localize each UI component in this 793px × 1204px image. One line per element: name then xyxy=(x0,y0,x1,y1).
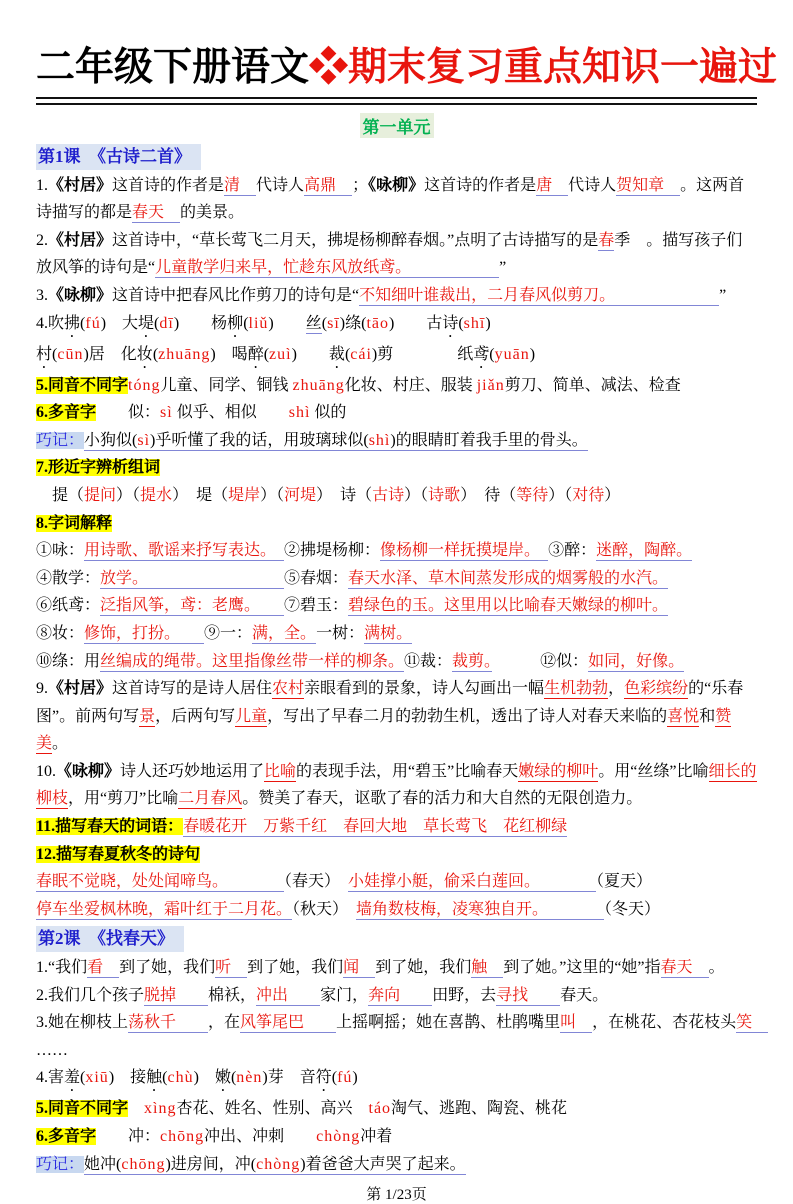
answer-blank: 春眠不觉晓，处处闻啼鸟。 xyxy=(36,873,285,891)
body-text: )居 化 xyxy=(83,345,137,363)
body-text: 冲： xyxy=(96,1128,161,1145)
pinyin-text: fú xyxy=(337,1069,353,1087)
body-text: ( xyxy=(80,314,86,332)
text-line xyxy=(36,537,757,565)
bold-text: 《村居》 xyxy=(48,680,113,698)
body-text: ） 堤（ xyxy=(172,486,229,504)
answer-blank: 放学。 xyxy=(100,569,285,587)
underlined-pinyin: chòng xyxy=(256,1155,301,1173)
text-line xyxy=(36,1095,757,1123)
text-line xyxy=(36,1064,757,1095)
text-line xyxy=(36,510,757,538)
body-text: ⑪裁： xyxy=(404,652,453,670)
document-body xyxy=(36,141,769,1178)
body-text: 亲眼看到的景象，诗人勾画出一幅 xyxy=(304,680,545,698)
answer-blank: 儿童散学归来早，忙趁东风放纸鸢。 xyxy=(155,259,500,277)
dotted-char: 堤 xyxy=(138,314,155,332)
title-double-rule xyxy=(36,97,757,105)
answer-word: 诗歌 xyxy=(428,486,461,504)
body-text: ” xyxy=(499,259,507,277)
text-line xyxy=(36,592,757,620)
pinyin-text: xiū xyxy=(85,1069,109,1087)
pinyin-text: fú xyxy=(85,314,101,332)
pinyin-text: sī xyxy=(327,314,340,332)
body-text: 到了她，我们 xyxy=(119,959,216,977)
body-text: ⑤春烟： xyxy=(284,569,349,587)
yellow-label: 6.多音字 xyxy=(36,404,97,422)
bold-text: 《村居》 xyxy=(48,231,113,249)
answer-blank: 丝编成的绳带。这里指像丝带一样的柳条。 xyxy=(100,652,405,670)
body-text: 这首诗中，“草长莺飞二月天，拂堤杨柳醉春烟。”点明了古诗描写的是 xyxy=(112,231,599,249)
body-text: ) xyxy=(485,314,491,332)
yellow-label: 11.描写春天的词语： xyxy=(36,818,184,836)
text-line xyxy=(36,896,757,924)
text-line xyxy=(36,868,757,896)
text-line xyxy=(36,454,757,482)
yellow-label: 7.形近字辨析组词 xyxy=(36,459,161,477)
pinyin-text: táo xyxy=(368,1100,392,1118)
dotted-char: 村 xyxy=(36,345,53,363)
body-text: ( xyxy=(263,345,270,363)
answer-blank: 贺知章 xyxy=(616,176,681,194)
body-text: ，在 xyxy=(208,1014,241,1032)
body-text: 的表现手法，用“碧玉”比喻春天 xyxy=(296,762,519,780)
body-text: ( xyxy=(331,1069,338,1087)
body-text: 冲出、冲刺 xyxy=(204,1128,317,1145)
text-line xyxy=(36,675,757,758)
body-text: …… xyxy=(36,1041,68,1059)
title-black-part: 二年级下册语文 xyxy=(36,46,310,89)
body-text: ，在桃花、杏花枝头 xyxy=(592,1014,737,1032)
body-text: ( xyxy=(321,314,328,332)
answer-blank: 像杨柳一样抚摸堤岸。 xyxy=(380,542,549,560)
text-line xyxy=(36,813,757,841)
body-text: ) xyxy=(291,345,329,363)
body-text: ( xyxy=(152,345,159,363)
body-text: 一树： xyxy=(316,624,365,642)
body-text: ； xyxy=(352,176,369,194)
body-text: 。 xyxy=(52,735,69,753)
answer-word: 河堤 xyxy=(284,486,317,504)
text-line xyxy=(36,565,757,593)
underlined-text: 她冲( xyxy=(84,1155,122,1173)
pinyin-text: tóng xyxy=(128,376,161,394)
answer-blank: 墙角数枝梅，凌寒独自开。 xyxy=(356,900,605,918)
body-text: ⑨一： xyxy=(204,624,253,642)
body-text: 诗人还巧妙地运用了 xyxy=(120,762,265,780)
yellow-label: 12.描写春夏秋冬的诗句 xyxy=(36,845,201,863)
diamond-icon: ❖ xyxy=(309,46,349,89)
body-text: ) 喝 xyxy=(210,345,248,363)
pinyin-text: xìng xyxy=(144,1100,177,1118)
underlined-text: 小狗似( xyxy=(84,431,138,449)
body-text: 冲着 xyxy=(360,1128,393,1145)
body-text: 似乎、相似 xyxy=(172,404,289,422)
body-text: ( xyxy=(489,345,495,363)
answer-blank: 叫 xyxy=(560,1014,593,1032)
answer-emphasis: 色彩缤纷 xyxy=(624,680,689,698)
body-text: ) 接 xyxy=(108,1069,147,1087)
page-number: 第 1/23页 xyxy=(366,1187,427,1204)
text-line xyxy=(36,1009,769,1064)
pinyin-text: liǔ xyxy=(248,314,269,332)
pinyin-text: yuān xyxy=(494,345,530,363)
answer-blank: 唐 xyxy=(536,176,569,194)
text-line xyxy=(36,310,757,341)
yellow-label: 8.字词解释 xyxy=(36,514,113,532)
answer-blank: 风筝尾巴 xyxy=(240,1014,337,1032)
answer-blank: 看 xyxy=(87,959,120,977)
body-text: 上摇啊摇；她在喜鹊、杜鹃嘴里 xyxy=(336,1014,561,1032)
text-line xyxy=(36,372,757,400)
answer-blank: 触 xyxy=(471,959,504,977)
answer-word: 堤岸 xyxy=(228,486,261,504)
body-text: ( xyxy=(154,314,160,332)
pinyin-text: jiǎn xyxy=(476,376,505,394)
answer-blank: 不知细叶谁裁出，二月春风似剪刀。 xyxy=(359,286,720,304)
body-text: ) 古 xyxy=(388,314,443,332)
pinyin-text: chōng xyxy=(160,1128,205,1145)
body-text: 田野，去 xyxy=(432,986,497,1004)
pinyin-text: cūn xyxy=(57,345,84,363)
answer-emphasis: 景 xyxy=(139,707,156,725)
body-text: ） xyxy=(604,486,621,504)
underlined-text: )的眼睛盯着我手里的骨头。 xyxy=(390,431,588,449)
answer-emphasis: 比喻 xyxy=(264,762,297,780)
answer-word: 等待 xyxy=(516,486,549,504)
text-line xyxy=(36,282,757,310)
body-text: 到了她，我们 xyxy=(375,959,472,977)
body-text: ，写出了早春二月的勃勃生机，透出了诗人对春天来临的 xyxy=(267,707,668,725)
bold-text: 《咏柳》 xyxy=(48,286,113,304)
answer-blank: 如同，好像。 xyxy=(588,652,685,670)
answer-blank: 泛指风筝，鸢：老鹰。 xyxy=(100,597,285,615)
answer-blank: 奔向 xyxy=(368,986,433,1004)
section-header: 第1课 《古诗二首》 xyxy=(36,144,201,170)
text-line xyxy=(36,620,757,648)
yellow-label: 5.同音不同字 xyxy=(36,376,129,394)
dotted-char: 符 xyxy=(315,1069,332,1087)
body-text: ⑦碧玉： xyxy=(284,597,349,615)
yellow-label: 6.多音字 xyxy=(36,1128,97,1145)
body-text: 1. xyxy=(36,176,48,194)
body-text: ，用“剪刀”比喻 xyxy=(68,790,179,808)
body-text: 淘气、逃跑、陶瓷、桃花 xyxy=(391,1100,568,1118)
text-line xyxy=(36,758,757,813)
text-line xyxy=(36,954,757,982)
body-text: 春天。 xyxy=(560,986,609,1004)
text-line xyxy=(36,1123,757,1151)
answer-blank: 满树。 xyxy=(364,624,413,642)
body-text: 9. xyxy=(36,680,48,698)
pinyin-text: tāo xyxy=(366,314,389,332)
body-text: 这首诗写的是诗人居住 xyxy=(112,680,273,698)
underlined-pinyin: shì xyxy=(368,431,391,449)
body-text: 。赞美了春天，讴歌了春的活力和大自然的无限创造力。 xyxy=(242,790,643,808)
pinyin-text: shī xyxy=(463,314,486,332)
pinyin-text: sì xyxy=(160,404,173,422)
body-text: ③醉： xyxy=(548,542,597,560)
answer-word: 古诗 xyxy=(372,486,405,504)
pinyin-text: dī xyxy=(159,314,174,332)
body-text: 和 xyxy=(699,707,716,725)
answer-blank: 清 xyxy=(224,176,257,194)
pinyin-text: zhuāng xyxy=(158,345,211,363)
body-text: 到了她，我们 xyxy=(247,959,344,977)
answer-emphasis: 细长的柳枝 xyxy=(36,762,757,808)
body-text: ( xyxy=(52,345,58,363)
body-text: 。用“丝绦”比喻 xyxy=(598,762,709,780)
text-line xyxy=(36,482,757,510)
body-text: 棉袄， xyxy=(208,986,257,1004)
body-text: 。这两首诗描写的都是 xyxy=(36,176,745,222)
body-text: 杏花、姓名、性别、高兴 xyxy=(176,1100,369,1118)
body-text: 2.我们几个孩子 xyxy=(36,986,145,1004)
answer-word: 提问 xyxy=(84,486,117,504)
answer-blank: 寻找 xyxy=(496,986,561,1004)
answer-word: 提水 xyxy=(140,486,173,504)
body-text: 的美景。 xyxy=(180,204,245,222)
body-text: ( xyxy=(344,345,351,363)
dotted-char: 裁 xyxy=(328,345,345,363)
title-red-part: 期末复习重点知识一遍过 xyxy=(348,46,778,89)
body-text: ) 大 xyxy=(100,314,139,332)
body-text: ）（ xyxy=(260,486,285,504)
answer-blank: 荡秋千 xyxy=(128,1014,209,1032)
body-text: ) 杨 xyxy=(173,314,228,332)
answer-blank: 春天 xyxy=(660,959,709,977)
dotted-char: 拂 xyxy=(64,314,81,332)
answer-blank: 闻 xyxy=(343,959,376,977)
body-text: ⑫似： xyxy=(492,652,589,670)
underlined-pinyin: sì xyxy=(137,431,151,449)
body-text: 2. xyxy=(36,231,48,249)
dotted-char: 羞 xyxy=(64,1069,81,1087)
body-text: 到了她。”这里的“她”指 xyxy=(503,959,661,977)
pinyin-text: cái xyxy=(350,345,372,363)
body-text: ) xyxy=(352,1069,358,1087)
answer-blank: 春 xyxy=(598,231,615,249)
text-line xyxy=(36,648,757,676)
pinyin-text: nèn xyxy=(236,1069,263,1087)
text-line xyxy=(36,227,757,282)
body-text: 3. xyxy=(36,286,48,304)
section-header: 第2课 《找春天》 xyxy=(36,926,184,952)
text-line xyxy=(36,427,757,455)
body-text: 化妆、村庄、服装 xyxy=(344,376,477,394)
answer-blank: 满，全。 xyxy=(252,624,317,642)
body-text: ) xyxy=(268,314,306,332)
body-text: 这首诗的作者是 xyxy=(112,176,225,194)
text-line xyxy=(36,982,757,1010)
answer-blank: 春天 xyxy=(132,204,181,222)
body-text xyxy=(128,1100,144,1117)
body-text: ) xyxy=(529,345,536,363)
body-text: 10. xyxy=(36,762,56,780)
answer-blank: 碧绿色的玉。这里用以比喻春天嫩绿的柳叶。 xyxy=(348,597,669,615)
answer-emphasis: 生机勃勃 xyxy=(544,680,609,698)
body-text: 1.“我们 xyxy=(36,959,88,977)
answer-blank: 高鼎 xyxy=(304,176,353,194)
body-text: ⑩绦：用 xyxy=(36,652,101,670)
text-line xyxy=(36,141,757,172)
answer-blank: 迷醉，陶醉。 xyxy=(596,542,693,560)
underlined-text: )着爸爸大声哭了起来。 xyxy=(300,1155,466,1173)
body-text: 代诗人 xyxy=(568,176,617,194)
body-text: 似： xyxy=(96,404,161,422)
body-text: ⑧妆： xyxy=(36,624,85,642)
body-text: ） 待（ xyxy=(460,486,517,504)
page-title xyxy=(36,0,778,92)
body-text: ）（ xyxy=(404,486,429,504)
answer-blank: 听 xyxy=(215,959,248,977)
body-text: 代诗人 xyxy=(256,176,305,194)
answer-word: 对待 xyxy=(572,486,605,504)
tip-label: 巧记： xyxy=(36,1155,85,1173)
body-text: ）（ xyxy=(548,486,573,504)
unit-badge: 第一单元 xyxy=(360,113,434,138)
body-text: ) xyxy=(193,1069,215,1087)
body-text: 3.她在柳枝上 xyxy=(36,1014,129,1032)
body-text: ⑥纸鸢： xyxy=(36,597,101,615)
underlined-text: )进房间，冲( xyxy=(165,1155,257,1173)
body-text: )芽 音 xyxy=(262,1069,316,1087)
text-line xyxy=(36,399,757,427)
body-text: 季 。描写孩子们放风筝的诗句是“ xyxy=(36,231,743,277)
body-text: （春天） xyxy=(284,873,349,891)
body-text: ( xyxy=(458,314,464,332)
body-text: )剪 纸 xyxy=(371,345,474,363)
body-text: 家门， xyxy=(320,986,369,1004)
body-text: 的“乐春图”。前两句写 xyxy=(36,680,744,725)
body-text: （冬天） xyxy=(604,900,661,918)
answer-blank: 用诗歌、歌谣来抒写表达。 xyxy=(84,542,285,560)
text-line xyxy=(36,341,757,372)
body-text: ④散学： xyxy=(36,569,101,587)
body-text: ， xyxy=(608,680,625,698)
body-text: ②拂堤杨柳： xyxy=(284,542,381,560)
text-line xyxy=(36,841,757,869)
answer-blank: 小娃撑小艇，偷采白莲回。 xyxy=(348,873,597,891)
pinyin-text: chòng xyxy=(316,1128,361,1145)
underlined-text: )乎听懂了我的话，用玻璃球似( xyxy=(150,431,369,449)
body-text: ） 诗（ xyxy=(316,486,373,504)
dotted-char: 鸢 xyxy=(473,345,490,363)
tip-label: 巧记： xyxy=(36,431,85,449)
unit-header-row xyxy=(36,113,757,138)
dotted-char: 醉 xyxy=(247,345,264,363)
body-text: ( xyxy=(162,1069,168,1087)
answer-blank: 笑 xyxy=(736,1014,769,1032)
bold-text: 《村居》 xyxy=(48,176,113,194)
answer-blank: 脱掉 xyxy=(144,986,209,1004)
body-text: ①咏： xyxy=(36,542,85,560)
bold-text: 《咏柳》 xyxy=(56,762,121,780)
yellow-label: 5.同音不同字 xyxy=(36,1100,129,1118)
answer-emphasis: 喜悦 xyxy=(667,707,700,725)
pinyin-text: shì xyxy=(288,404,311,422)
dotted-char: 嫩 xyxy=(214,1069,231,1087)
text-line xyxy=(36,923,757,954)
dotted-char: 柳 xyxy=(227,314,244,332)
body-text: 4.吹 xyxy=(36,314,65,332)
answer-emphasis: 赞美 xyxy=(36,707,732,753)
body-text: 似的 xyxy=(310,404,347,422)
body-text: （秋天） xyxy=(292,900,357,918)
body-text: （夏天） xyxy=(596,873,653,891)
answer-emphasis: 嫩绿的柳叶 xyxy=(518,762,599,780)
body-text: 4.害 xyxy=(36,1069,65,1087)
body-text: ，后两句写 xyxy=(155,707,236,725)
body-text: ( xyxy=(80,1069,86,1087)
body-text: 儿童、同学、铜钱 xyxy=(160,376,293,394)
answer-emphasis: 儿童 xyxy=(235,707,268,725)
dotted-char: 诗 xyxy=(442,314,459,332)
body-text: 剪刀、简单、减法、检查 xyxy=(504,376,681,394)
dotted-char: 妆 xyxy=(136,345,153,363)
answer-emphasis: 二月春风 xyxy=(178,790,243,808)
body-text: ）（ xyxy=(116,486,141,504)
answer-blank: 修饰，打扮。 xyxy=(84,624,205,642)
answer-blank: 春暖花开 万紫千红 春回大地 草长莺飞 花红柳绿 xyxy=(183,818,568,836)
body-text: 这首诗中把春风比作剪刀的诗句是“ xyxy=(112,286,360,304)
body-text: ( xyxy=(230,1069,237,1087)
body-text: 这首诗的作者是 xyxy=(424,176,537,194)
dotted-char: 触 xyxy=(146,1069,163,1087)
pinyin-text: zhuāng xyxy=(292,376,345,394)
body-text: 提（ xyxy=(36,486,85,504)
answer-blank: 裁剪。 xyxy=(452,652,493,670)
body-text: )绦( xyxy=(339,314,367,332)
answer-emphasis: 农村 xyxy=(272,680,305,698)
pinyin-text: chù xyxy=(167,1069,194,1087)
body-text: ” xyxy=(719,286,727,304)
pinyin-text: zuì xyxy=(269,345,292,363)
underlined-pinyin: chōng xyxy=(121,1155,166,1173)
text-line xyxy=(36,1151,757,1179)
answer-blank: 停车坐爱枫林晚，霜叶红于二月花。 xyxy=(36,900,293,918)
answer-blank: 冲出 xyxy=(256,986,321,1004)
bold-text: 《咏柳》 xyxy=(368,176,425,194)
underlined-text: 丝 xyxy=(305,314,322,332)
body-text: 。 xyxy=(708,959,725,977)
text-line xyxy=(36,172,757,227)
body-text: ( xyxy=(243,314,249,332)
answer-blank: 春天水泽、草木间蒸发形成的烟雾般的水汽。 xyxy=(348,569,669,587)
